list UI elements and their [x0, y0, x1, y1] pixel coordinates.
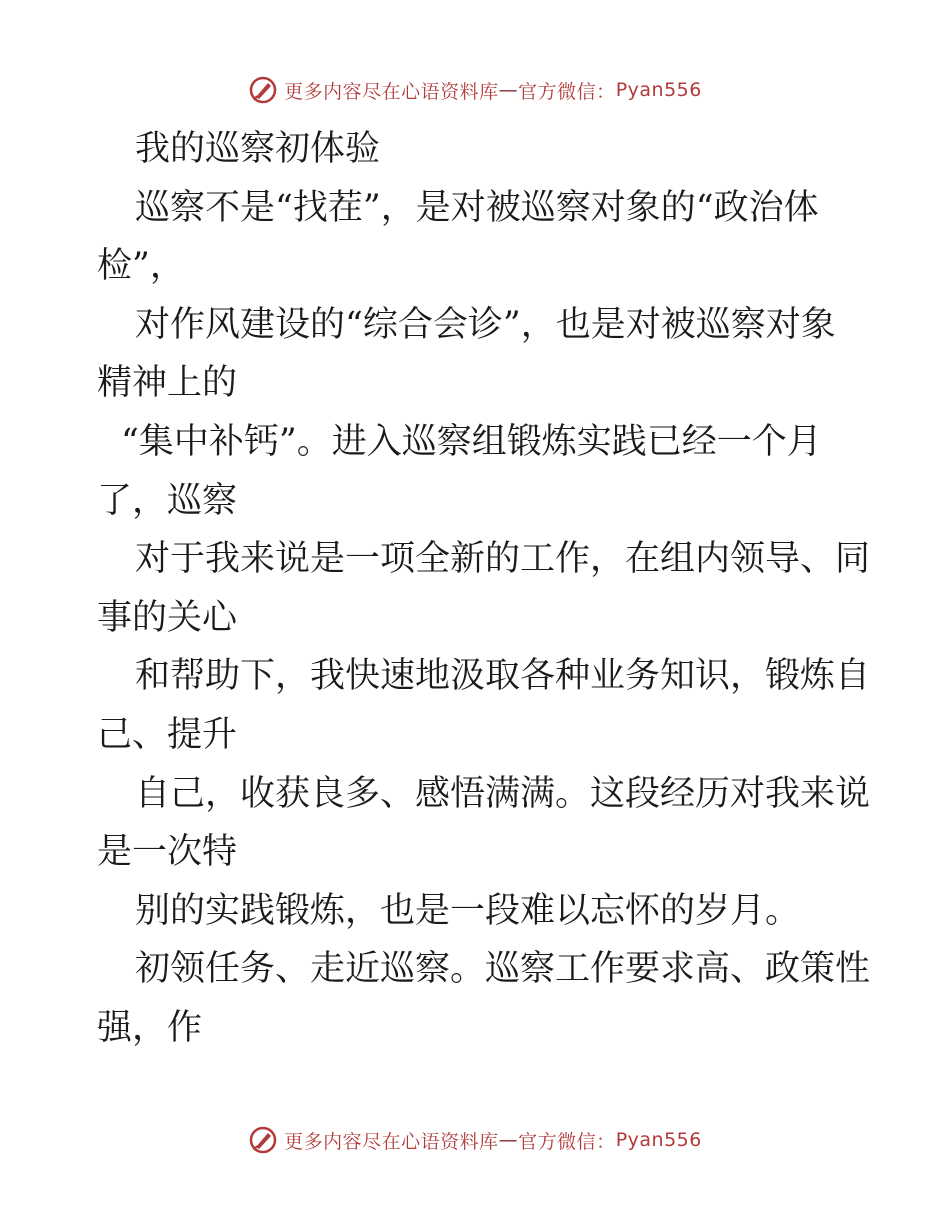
paragraph: 巡察不是“找茬”，是对被巡察对象的“政治体 检”，	[97, 187, 819, 287]
paragraph: 自己，收获良多、感悟满满。这段经历对我来说 是一次特	[97, 773, 871, 873]
paragraph: 对于我来说是一项全新的工作，在组内领导、同 事的关心	[97, 539, 871, 638]
banner-main-text: 更多内容尽在心语资料库	[284, 1130, 499, 1153]
quill-logo-icon	[248, 1125, 278, 1155]
paragraph: 别的实践锻炼，也是一段难以忘怀的岁月。	[135, 890, 801, 931]
paragraph: 和帮助下，我快速地汲取各种业务知识，锻炼自 己、提升	[97, 656, 871, 755]
header-banner	[0, 70, 950, 110]
banner-wechat-label: 官方微信：	[518, 80, 616, 103]
banner-separator: —	[498, 1129, 519, 1151]
banner-wechat-id: Pyan556	[615, 1129, 702, 1151]
footer-banner	[0, 1120, 950, 1160]
banner-wechat-label: 官方微信：	[518, 1130, 616, 1153]
quill-logo-icon	[248, 75, 278, 105]
banner-wechat-id: Pyan556	[615, 79, 702, 101]
document-title: 我的巡察初体验	[135, 129, 381, 169]
banner-main-text: 更多内容尽在心语资料库	[284, 80, 499, 103]
paragraph: 对作风建设的“综合会诊”，也是对被巡察对象 精神上的	[97, 304, 836, 404]
paragraph: 初领任务、走近巡察。巡察工作要求高、政策性 强，作	[97, 949, 871, 1048]
paragraph: “集中补钙”。进入巡察组锻炼实践已经一个月 了，巡察	[97, 421, 822, 521]
document-body	[97, 120, 871, 1058]
banner-separator: —	[498, 79, 519, 101]
